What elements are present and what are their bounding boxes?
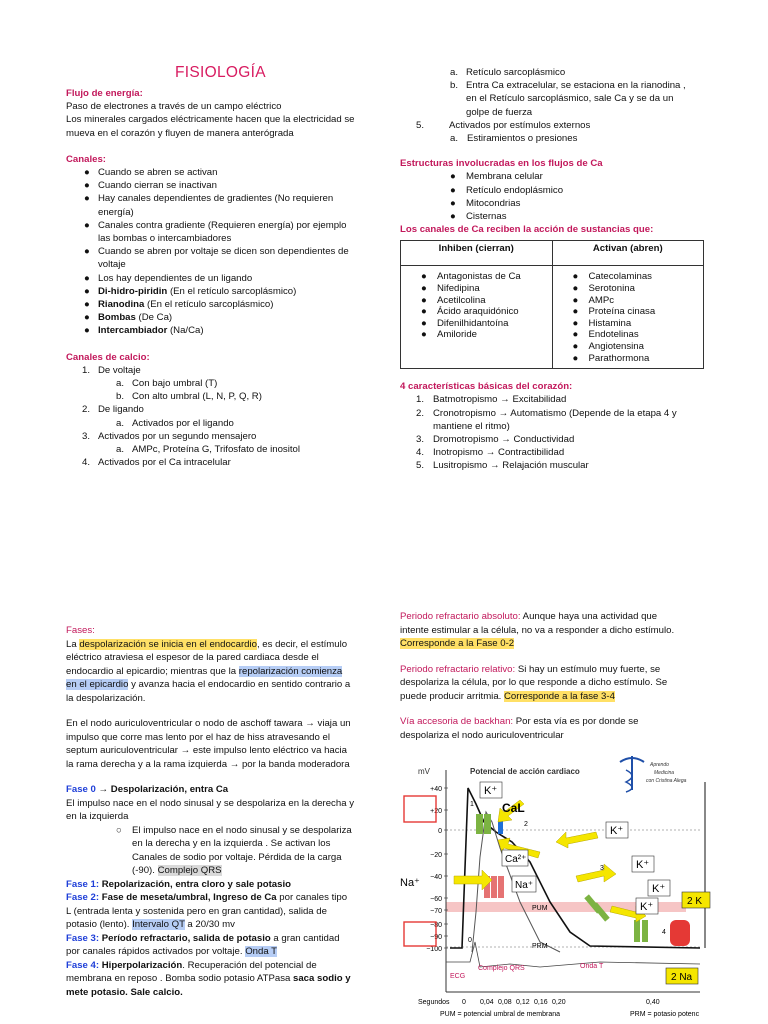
action-potential-figure — [400, 752, 716, 1020]
calcio-item: 3. Activados por un segundo mensajero — [82, 430, 257, 442]
calcio-list — [66, 364, 371, 470]
y-tick-label: −70 — [430, 908, 442, 915]
ca-table — [400, 240, 704, 369]
y-tick-label: −40 — [430, 874, 442, 881]
fases-p2: En el nodo auriculoventricular o nodo de aschoff tawara → viaja un impulso que corre mas lento por el haz de hiss atravesando el septum auriculoventricular → este impulso lento eléctrico va hacia la rama derecha y a la rama izquierda → por la banda moderadora — [66, 718, 351, 770]
label-k-low: K⁺ — [640, 901, 654, 913]
canales-bold-item: ● Intercambiador (Na/Ca) — [84, 325, 204, 337]
foot-left: PUM = potencial umbral de membrana — [440, 1011, 561, 1018]
label-k-top: K⁺ — [484, 785, 498, 797]
flujo-line-2: Los minerales cargados eléctricamente hacen que la electricidad se — [66, 114, 355, 126]
canales-heading: Canales: — [66, 153, 106, 165]
foot-right: PRM = potasio potenc — [630, 1011, 700, 1018]
fases-heading: Fases: — [66, 625, 95, 636]
y-tick-label: 0 — [438, 828, 442, 835]
canales-item: ● Cuando se abren se activan — [84, 167, 218, 179]
fases-p1-line2: eléctrico atraviesa el espesor de la pared cardiaca desde el — [66, 652, 319, 663]
canales-bold-item: ● Di-hidro-piridin (En el retículo sarcoplásmico) — [84, 285, 297, 297]
canales-item: ● Canales contra gradiente (Requieren energía) por ejemplo las bombas o intercambiadores — [84, 219, 347, 245]
label-na-left: Na⁺ — [400, 877, 420, 889]
calcio-subitem: a. Con bajo umbral (T) — [116, 378, 218, 390]
estructura-item: ● Cisternas — [450, 211, 507, 223]
right-top-column — [400, 66, 705, 473]
activan-list — [573, 271, 700, 364]
calcio-subitem: a. AMPc, Proteína G, Trifosfato de inositol — [116, 444, 300, 456]
fases-section — [66, 624, 376, 999]
label-pum: PUM — [532, 905, 548, 912]
x-tick-label: 0,08 — [498, 999, 512, 1006]
page-title: FISIOLOGÍA — [175, 64, 266, 81]
fase-3: Fase 3: Período refractario, salida de potasio a gran cantidad por canales rápidos activados por voltaje. Onda T — [66, 932, 340, 957]
activan-item: ● Angiotensina — [572, 341, 644, 352]
activan-item: ● Proteína cinasa — [572, 306, 656, 318]
fase-4: Fase 4: Hiperpolarización. Recuperación del potencial de membrana en reposo . Bomba sodio potasio ATPasa saca sodio y mete potasio. Sale calcio. — [66, 959, 351, 998]
x-end: 0,40 — [646, 999, 660, 1006]
estructuras-heading: Estructuras involucradas en los flujos de Ca — [400, 158, 603, 170]
canales-bold-item: ● Bombas (De Ca) — [84, 312, 173, 324]
caract-item: 2. Cronotropismo → Automatismo (Depende de la etapa 4 y mantiene el ritmo) — [416, 407, 677, 432]
svg-text:Medicina: Medicina — [654, 770, 675, 776]
svg-text:con Cristina Alega: con Cristina Alega — [646, 778, 687, 784]
x-tick-label: 0,04 — [480, 999, 494, 1006]
label-ca2: Ca²⁺ — [505, 854, 527, 865]
fase-2: Fase 2: Fase de meseta/umbral, Ingreso de Ca por canales tipo L (entrada lenta y sostenida pero en gran cantidad), salida de potasio (lento). Intervalo QT a 20/30 mv — [66, 892, 348, 930]
phase-2: 2 — [524, 821, 528, 828]
periodos-section — [400, 610, 710, 742]
cont-item: b. Entra Ca extracelular, se estaciona en la rianodina , en el Retículo sarcoplásmico, sale Ca y se da un golpe de fuerza — [450, 80, 686, 118]
y-tick-label: −20 — [430, 852, 442, 859]
x-tick-label: 0,12 — [516, 999, 530, 1006]
activan-item: ● Endotelinas — [572, 329, 639, 341]
estructura-item: ● Membrana celular — [450, 171, 543, 183]
inhiben-item: ● Amiloride — [421, 329, 477, 341]
inhiben-item: ● Difenilhidantoína — [421, 317, 509, 329]
canales-item: ● Cuando se abren por voltaje se dicen son dependientes de voltaje — [84, 246, 349, 271]
label-k-right: K⁺ — [636, 859, 650, 871]
caract-heading: 4 características básicas del corazón: — [400, 381, 573, 393]
fases-p1-line5: la despolarización. — [66, 692, 146, 704]
inhiben-item: ● Nifedipina — [421, 283, 480, 295]
caract-list — [400, 393, 705, 472]
label-cal: CaL — [502, 801, 525, 815]
th-activan: Activan (abren) — [552, 241, 704, 266]
fases-p1-line3: endocardio al epicardio; mientras que la repolarización comienza — [66, 665, 343, 677]
canales-item: ● Hay canales dependientes de gradientes (No requieren energía) — [84, 193, 334, 218]
y-tick-label: +40 — [430, 786, 442, 793]
label-qrs: Complejo QRS — [478, 965, 525, 972]
flujo-heading: Flujo de energía: — [66, 88, 143, 99]
seconds-label: Segundos — [418, 999, 450, 1006]
svg-text:Aprendo: Aprendo — [650, 762, 669, 768]
inhiben-item: ● Antagonistas de Ca — [421, 271, 521, 283]
activan-item: ● Catecolaminas — [572, 271, 652, 283]
calcio-subitem: a. Activados por el ligando — [116, 417, 234, 429]
inhiben-item: ● Ácido araquidónico — [421, 306, 519, 318]
y-tick-label: −90 — [430, 934, 442, 941]
inhiben-list — [421, 271, 548, 341]
x-tick-label: 0,20 — [552, 999, 566, 1006]
x-tick-label: 0 — [462, 999, 466, 1006]
phase-1: 1 — [470, 801, 474, 808]
phase-3: 3 — [600, 865, 604, 872]
phase-0: 0 — [468, 937, 472, 944]
caract-item: 4. Inotropismo → Contractibilidad — [416, 447, 565, 459]
estructuras-list — [400, 170, 705, 223]
label-prm: PRM — [532, 943, 548, 950]
canales-bold-list — [66, 285, 371, 338]
table-heading: Los canales de Ca reciben la acción de sustancias que: — [400, 224, 654, 236]
y-tick-label: −100 — [426, 946, 442, 953]
pump — [670, 920, 690, 946]
fase-1: Fase 1: Repolarización, entra cloro y sale potasio — [66, 878, 292, 890]
y-tick-label: +20 — [430, 808, 442, 815]
phase-4: 4 — [662, 929, 666, 936]
y-tick-label: −80 — [430, 922, 442, 929]
caract-item: 1. Batmotropismo → Excitabilidad — [416, 394, 567, 406]
via-accesoria: Vía accesoria de backhan: Por esta vía es por donde se despolariza el nodo auriculoventricular — [400, 716, 639, 741]
label-onda-t: Onda T — [580, 963, 604, 970]
left-top-column — [66, 87, 371, 469]
calcio-item: 2. De ligando — [82, 404, 144, 416]
figure-title: Potencial de acción cardiaco — [470, 767, 580, 776]
fase-0: Fase 0 → Despolarización, entra Ca El impulso nace en el nodo sinusal y se despolariza en la derecha y en la izquierda ○ El impulso nace en el nodo sinusal y se despolariza en la derecha y en la izquierda . Se activan los Canales de sodio por voltaje. Pérdida de la carga (-90). Complejo QRS — [66, 784, 354, 876]
calcio-item: 4. Activados por el Ca intracelular — [82, 457, 231, 469]
y-tick-label: −60 — [430, 896, 442, 903]
activan-item: ● Parathormona — [572, 352, 650, 364]
label-na: Na⁺ — [515, 880, 534, 891]
canales-item: ● Cuando cierran se inactivan — [84, 180, 217, 192]
activan-item: ● Serotonina — [572, 283, 635, 295]
calcio-item: 1. De voltaje — [82, 364, 141, 376]
label-k-mid: K⁺ — [610, 825, 624, 837]
activan-item: ● AMPc — [572, 294, 615, 306]
canales-bold-item: ● Rianodina (En el retículo sarcoplásmico) — [84, 299, 274, 311]
periodo-relativo: Periodo refractario relativo: Si hay un estímulo muy fuerte, se despolariza la célula, por lo que responde a dicho estímulo. Se puede producir arritmia. Corresponde a la fase 3-4 — [400, 663, 668, 702]
estructura-item: ● Retículo endoplásmico — [450, 184, 564, 196]
item-5: 5. Activados por estímulos externos — [416, 119, 591, 131]
flujo-line-3: mueva en el corazón y fluyen de manera anterógrada — [66, 127, 294, 139]
label-k-right2: K⁺ — [652, 883, 666, 895]
cont-item: a. Retículo sarcoplásmico — [450, 67, 566, 78]
fases-p1-line1: La despolarización se inicia en el endocardio, es decir, el estímulo — [66, 638, 348, 650]
label-2k: 2 K — [687, 896, 703, 907]
calcio-heading: Canales de calcio: — [66, 351, 150, 363]
canales-list — [66, 166, 371, 285]
item-5a: a. Estiramientos o presiones — [450, 133, 578, 145]
cont-list — [400, 66, 705, 119]
th-inhiben: Inhiben (cierran) — [401, 241, 553, 266]
label-2na: 2 Na — [671, 972, 693, 983]
flujo-line-1: Paso de electrones a través de un campo eléctrico — [66, 101, 282, 113]
caract-item: 5. Lusitropismo → Relajación muscular — [416, 460, 589, 472]
caract-item: 3. Dromotropismo → Conductividad — [416, 434, 575, 445]
y-unit: mV — [418, 767, 430, 776]
canales-item: ● Los hay dependientes de un ligando — [84, 272, 253, 284]
x-tick-label: 0,16 — [534, 999, 548, 1006]
activan-item: ● Histamina — [572, 317, 632, 329]
fases-p1-line4: en el epicardio y avanza hacia el endocardio en sentido contrario a — [66, 679, 351, 690]
inhiben-item: ● Acetilcolina — [421, 294, 486, 306]
label-ecg: ECG — [450, 973, 466, 980]
periodo-absoluto: Periodo refractario absoluto: Aunque haya una actividad que intente estimular a la célula, no va a responder a dicho estímulo. Corresponde a la Fase 0-2 — [400, 611, 675, 649]
estructura-item: ● Mitocondrias — [450, 197, 521, 209]
calcio-subitem: b. Con alto umbral (L, N, P, Q, R) — [116, 391, 262, 403]
